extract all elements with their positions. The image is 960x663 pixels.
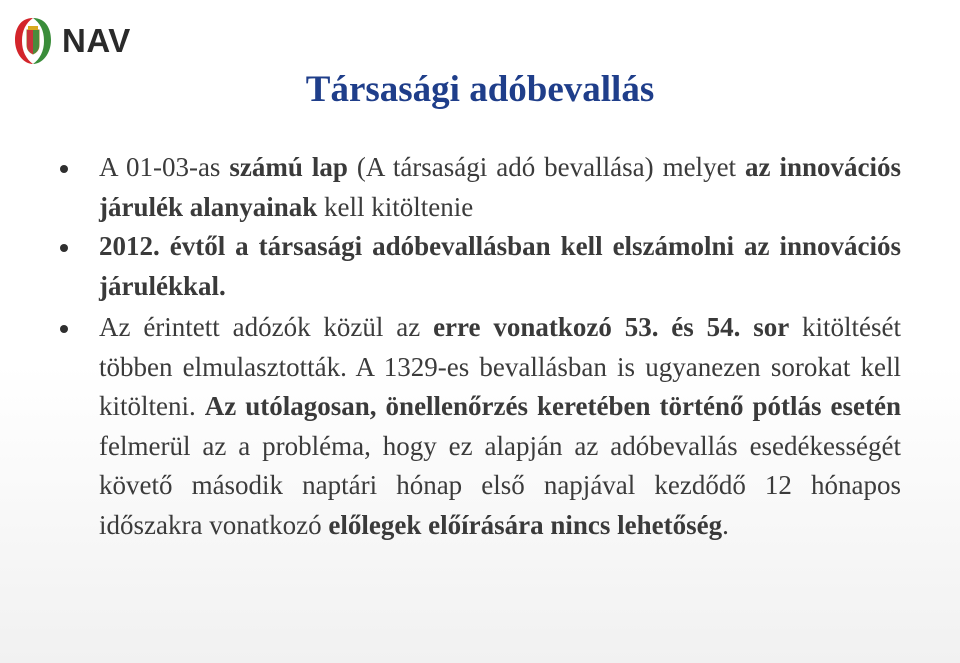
logo-text: NAV: [62, 22, 131, 59]
bullet-text: A 01-03-as: [99, 152, 230, 182]
bullet-item: [56, 308, 901, 545]
page-title: Társasági adóbevallás: [305, 69, 655, 110]
bullet-text: felmerül az a probléma, hogy ez alapján az adóbevallás esedékességét követő második naptári hónap első napjával kezdődő 12 hónapos időszakra vonatkozó: [99, 430, 901, 540]
bullet-emphasis: az innovációs járulék alanyainak: [99, 152, 901, 222]
bullet-text: Az érintett adózók közül az: [99, 312, 434, 342]
bullet-dot-icon: [60, 165, 68, 173]
bullet-item: [56, 227, 901, 306]
bullet-dot-icon: [60, 244, 68, 252]
nav-logo: [12, 14, 131, 68]
bullet-emphasis: Az utólagosan, önellenőrzés keretében történő pótlás esetén: [204, 391, 901, 421]
bullet-emphasis: előlegek előírására nincs lehetőség: [328, 509, 723, 540]
bullet-emphasis: számú lap: [229, 152, 348, 182]
bullet-text: (A társasági adó bevallása) melyet: [347, 152, 746, 182]
bullet-text: kell kitöltenie: [317, 191, 474, 222]
bullet-emphasis: erre vonatkozó 53. és 54. sor: [433, 312, 790, 342]
bullet-text: .: [722, 509, 729, 540]
bullet-list: [56, 148, 901, 545]
bullet-item: [56, 148, 901, 227]
bullet-emphasis: 2012. évtől a társasági adóbevallásban kell elszámolni az innovációs járulékkal.: [99, 231, 901, 301]
bullet-text: kitöltését többen elmulasztották. A 1329-es bevallásban is ugyanezen sorokat kell kitölteni.: [99, 312, 902, 421]
bullet-dot-icon: [60, 325, 68, 333]
nav-emblem-icon: [12, 15, 54, 67]
